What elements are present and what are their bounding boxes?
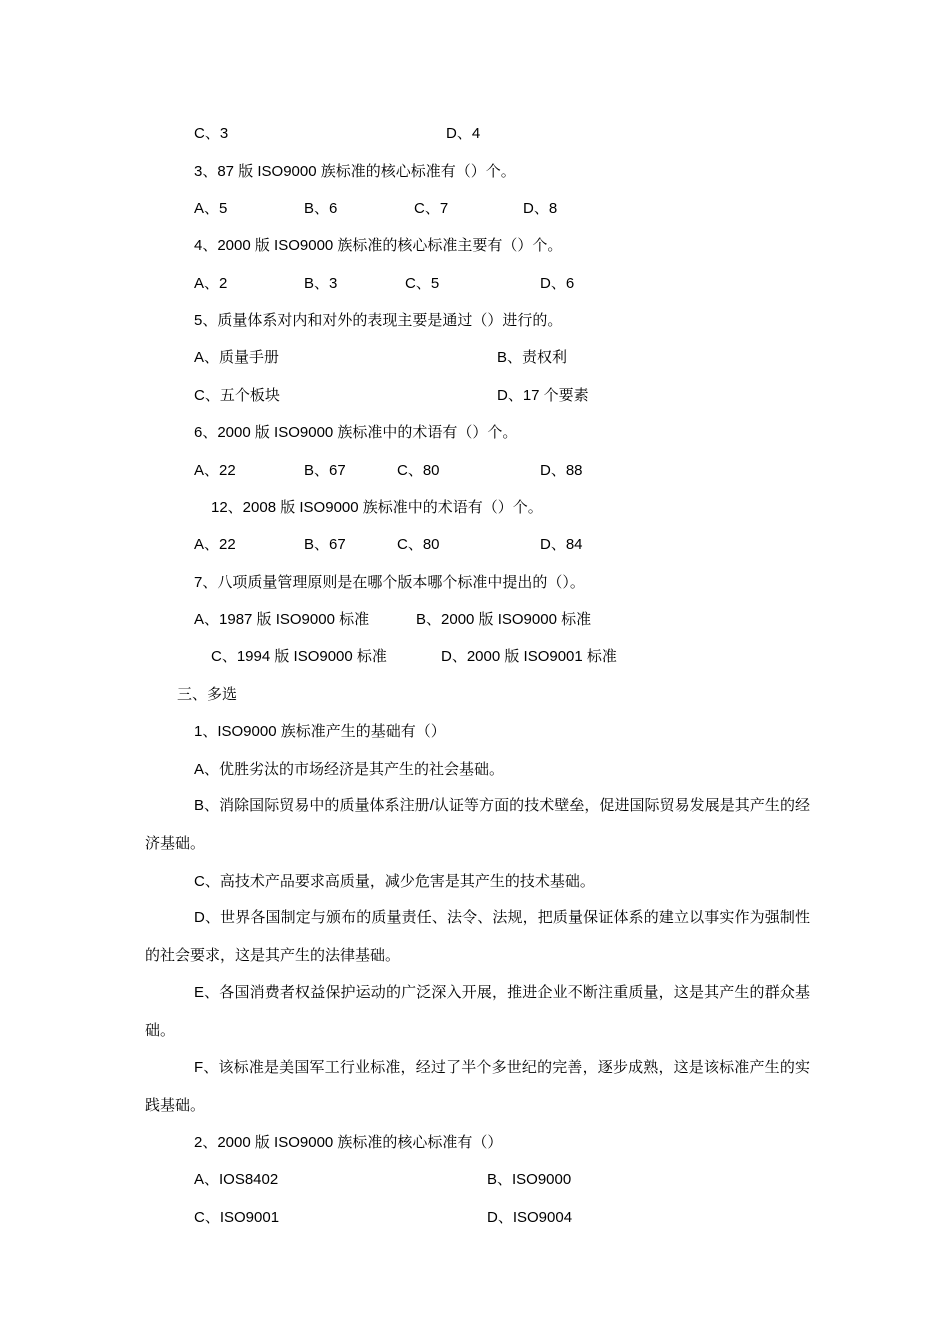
option-a: A、优胜劣汰的市场经济是其产生的社会基础。 xyxy=(194,761,505,778)
option-d: D、4 xyxy=(446,125,481,142)
question-7: 7、八项质量管理原则是在哪个版本哪个标准中提出的（）。 xyxy=(194,574,585,591)
question-5: 5、质量体系对内和对外的表现主要是通过（）进行的。 xyxy=(194,312,563,329)
option-a: A、2 xyxy=(194,275,228,292)
option-d: D、6 xyxy=(540,275,575,292)
option-b: B、67 xyxy=(304,462,346,479)
option-c: C、1994 版 ISO9000 标准 xyxy=(211,648,387,665)
option-c: C、80 xyxy=(397,462,440,479)
option-b: B、67 xyxy=(304,536,346,553)
option-b: B、ISO9000 xyxy=(487,1171,572,1188)
option-a: A、1987 版 ISO9000 标准 xyxy=(194,611,370,628)
option-a: A、22 xyxy=(194,536,236,553)
option-c: C、五个板块 xyxy=(194,387,280,404)
option-a: A、22 xyxy=(194,462,236,479)
option-c: C、5 xyxy=(405,275,440,292)
option-b-paragraph: B、消除国际贸易中的质量体系注册/认证等方面的技术壁垒，促进国际贸易发展是其产生的经济基础。 xyxy=(145,797,810,852)
option-e-paragraph: E、各国消费者权益保护运动的广泛深入开展，推进企业不断注重质量，这是其产生的群众基础。 xyxy=(145,984,810,1039)
question-4: 4、2000 版 ISO9000 族标准的核心标准主要有（）个。 xyxy=(194,237,563,254)
section-heading: 三、多选 xyxy=(177,686,238,703)
option-c: C、80 xyxy=(397,536,440,553)
option-d: D、17 个要素 xyxy=(497,387,589,404)
option-c: C、ISO9001 xyxy=(194,1209,280,1226)
multi-question-2: 2、2000 版 ISO9000 族标准的核心标准有（） xyxy=(194,1134,503,1151)
option-b: B、3 xyxy=(304,275,338,292)
option-a: A、质量手册 xyxy=(194,349,280,366)
option-b: B、2000 版 ISO9000 标准 xyxy=(416,611,592,628)
option-c: C、高技术产品要求高质量，减少危害是其产生的技术基础。 xyxy=(194,873,595,890)
multi-question-1: 1、ISO9000 族标准产生的基础有（） xyxy=(194,723,446,740)
question-12: 12、2008 版 ISO9000 族标准中的术语有（）个。 xyxy=(211,499,543,516)
option-b: B、责权利 xyxy=(497,349,568,366)
option-b: B、6 xyxy=(304,200,338,217)
option-a: A、IOS8402 xyxy=(194,1171,279,1188)
option-d: D、8 xyxy=(523,200,558,217)
option-a: A、5 xyxy=(194,200,228,217)
question-3: 3、87 版 ISO9000 族标准的核心标准有（）个。 xyxy=(194,163,516,180)
question-6: 6、2000 版 ISO9000 族标准中的术语有（）个。 xyxy=(194,424,518,441)
option-d: D、84 xyxy=(540,536,583,553)
option-d: D、88 xyxy=(540,462,583,479)
option-c: C、3 xyxy=(194,125,229,142)
option-d: D、ISO9004 xyxy=(487,1209,573,1226)
option-d-paragraph: D、世界各国制定与颁布的质量责任、法令、法规，把质量保证体系的建立以事实作为强制性的社会要求，这是其产生的法律基础。 xyxy=(145,909,810,964)
option-f-paragraph: F、该标准是美国军工行业标准，经过了半个多世纪的完善，逐步成熟，这是该标准产生的实践基础。 xyxy=(145,1059,810,1114)
option-c: C、7 xyxy=(414,200,449,217)
option-d: D、2000 版 ISO9001 标准 xyxy=(441,648,617,665)
